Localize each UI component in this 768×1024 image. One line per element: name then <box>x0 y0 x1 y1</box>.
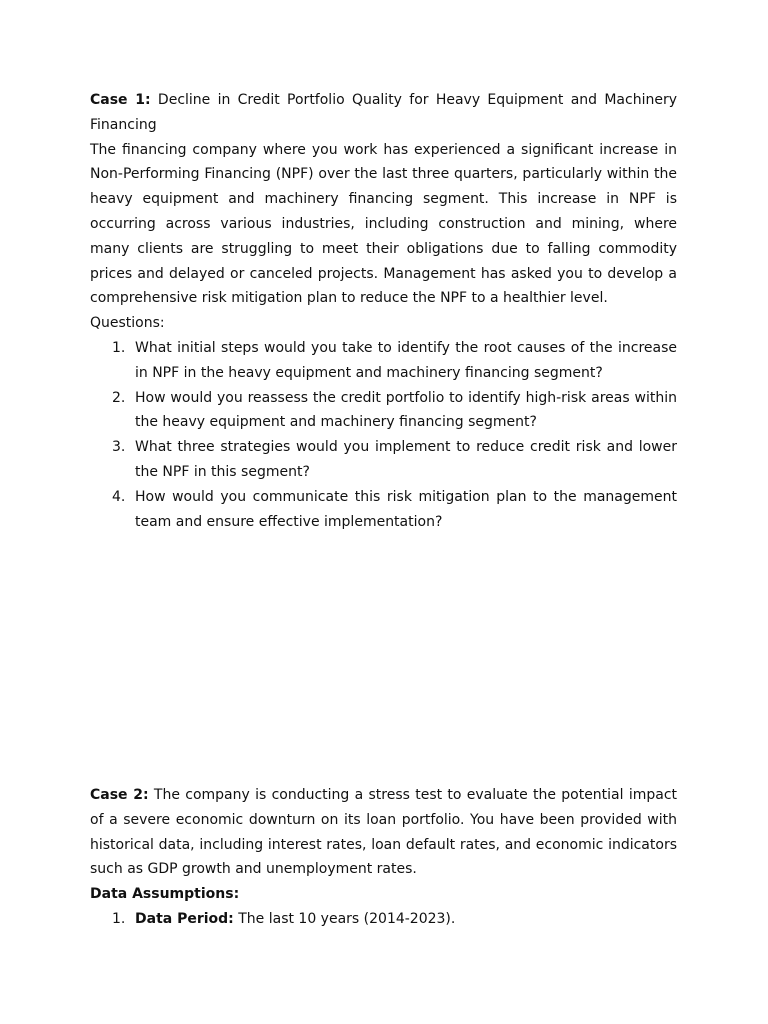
case-1-title <box>90 88 677 138</box>
question-number: 2. <box>112 389 126 406</box>
case-2-section <box>90 783 677 932</box>
case-1-body: The financing company where you work has experienced a significant increase in Non-Performing Financing (NPF) over the last three quarters, particularly within the heavy equipment and machinery financing segment. This increase in NPF is occurring across various industries, including construction and mining, where many clients are struggling to meet their obligations due to falling commodity prices and delayed or canceled projects. Management has asked you to develop a comprehensive risk mitigation plan to reduce the NPF to a healthier level. <box>90 141 677 307</box>
assumption-number: 1. <box>112 910 126 927</box>
case-2-body-text: The company is conducting a stress test to evaluate the potential impact of a severe economic downturn on its loan portfolio. You have been provided with historical data, including interest rates, loan default rates, and economic indicators such as GDP growth and unemployment rates. <box>90 787 678 878</box>
assumption-text: The last 10 years (2014-2023). <box>233 910 456 927</box>
questions-heading: Questions: <box>90 315 165 332</box>
data-assumptions-heading <box>90 882 677 907</box>
question-item <box>90 386 677 436</box>
case-1-label: Case 1: <box>90 92 151 108</box>
case-1-title-text: Decline in Credit Portfolio Quality for Heavy Equipment and Machinery Financing <box>90 92 677 133</box>
case-2-label: Case 2: <box>90 787 149 803</box>
assumption-item <box>90 907 677 932</box>
question-item <box>90 485 677 535</box>
question-text: How would you reassess the credit portfolio to identify high-risk areas within the heavy equipment and machinery financing segment? <box>135 389 677 431</box>
questions-list <box>90 336 677 534</box>
assumptions-list <box>90 907 677 932</box>
case-1-section <box>90 88 677 534</box>
question-number: 4. <box>112 488 126 505</box>
question-text: What initial steps would you take to identify the root causes of the increase in NPF in the heavy equipment and machinery financing segment? <box>135 339 677 381</box>
assumption-label: Data Period: <box>135 910 234 927</box>
question-text: What three strategies would you implement to reduce credit risk and lower the NPF in this segment? <box>135 439 677 480</box>
data-assumptions-heading-text: Data Assumptions: <box>90 886 240 903</box>
question-item <box>90 435 677 485</box>
question-number: 3. <box>112 439 126 456</box>
question-number: 1. <box>112 339 126 356</box>
case-2-body <box>90 783 677 882</box>
question-text: How would you communicate this risk mitigation plan to the management team and ensure effective implementation? <box>135 488 677 530</box>
question-item <box>90 336 677 386</box>
